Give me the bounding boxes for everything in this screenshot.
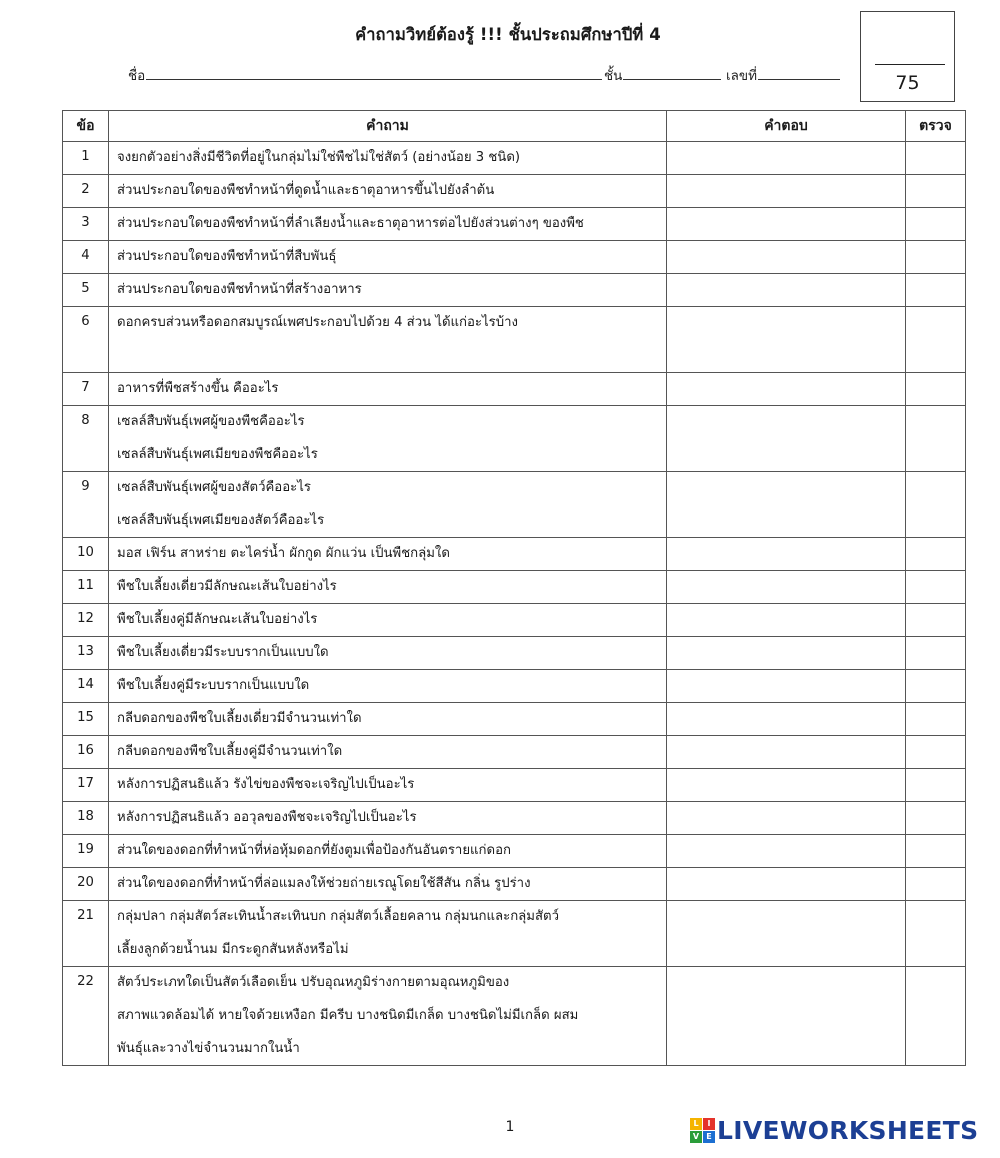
question-number: 18 [63, 802, 109, 835]
question-number: 16 [63, 736, 109, 769]
table-row [63, 571, 966, 604]
column-header-check: ตรวจ [906, 111, 966, 142]
question-text [109, 901, 667, 967]
question-line [117, 345, 666, 372]
check-cell [906, 703, 966, 736]
liveworksheets-icon: L I V E [690, 1118, 715, 1143]
answer-cell[interactable] [667, 967, 906, 1066]
table-row [63, 802, 966, 835]
column-header-question: คำถาม [109, 111, 667, 142]
answer-cell[interactable] [667, 472, 906, 538]
table-row [63, 736, 966, 769]
check-cell [906, 670, 966, 703]
question-line: สัตว์ประเภทใดเป็นสัตว์เลือดเย็น ปรับอุณหภูมิร่างกายตามอุณหภูมิของ [117, 975, 510, 990]
answer-cell[interactable] [667, 835, 906, 868]
question-text [109, 703, 667, 736]
question-rows [63, 142, 966, 1066]
table-row [63, 604, 966, 637]
question-text [109, 472, 667, 538]
check-cell [906, 901, 966, 967]
question-line: อาหารที่พืชสร้างขึ้น คืออะไร [117, 381, 279, 396]
column-header-answer: คำตอบ [667, 111, 906, 142]
question-line: กลีบดอกของพืชใบเลี้ยงเดี่ยวมีจำนวนเท่าใด [117, 711, 362, 726]
question-line: พืชใบเลี้ยงเดี่ยวมีลักษณะเส้นใบอย่างไร [117, 579, 337, 594]
answer-cell[interactable] [667, 571, 906, 604]
check-cell [906, 307, 966, 373]
question-text [109, 967, 667, 1066]
question-number: 10 [63, 538, 109, 571]
question-number: 15 [63, 703, 109, 736]
answer-cell[interactable] [667, 868, 906, 901]
check-cell [906, 637, 966, 670]
question-number: 8 [63, 406, 109, 472]
score-total: 75 [895, 72, 920, 94]
name-field [128, 64, 602, 86]
question-number: 21 [63, 901, 109, 967]
question-number: 11 [63, 571, 109, 604]
page-number: 1 [505, 1119, 515, 1135]
table-row [63, 175, 966, 208]
question-table [62, 110, 966, 1066]
check-cell [906, 835, 966, 868]
question-text [109, 637, 667, 670]
table-row [63, 868, 966, 901]
question-number: 2 [63, 175, 109, 208]
check-cell [906, 769, 966, 802]
answer-cell[interactable] [667, 208, 906, 241]
check-cell [906, 802, 966, 835]
question-text [109, 538, 667, 571]
answer-cell[interactable] [667, 175, 906, 208]
question-text [109, 571, 667, 604]
table-row [63, 208, 966, 241]
question-line: เลี้ยงลูกด้วยน้ำนม มีกระดูกสันหลังหรือไม่ [117, 942, 349, 957]
question-number: 9 [63, 472, 109, 538]
question-text [109, 769, 667, 802]
table-row [63, 307, 966, 373]
question-number: 22 [63, 967, 109, 1066]
question-number: 6 [63, 307, 109, 373]
table-row [63, 142, 966, 175]
question-line: กลีบดอกของพืชใบเลี้ยงคู่มีจำนวนเท่าใด [117, 744, 343, 759]
answer-cell[interactable] [667, 901, 906, 967]
check-cell [906, 241, 966, 274]
column-header-number: ข้อ [63, 111, 109, 142]
question-text [109, 175, 667, 208]
check-cell [906, 175, 966, 208]
question-text [109, 208, 667, 241]
question-line: ดอกครบส่วนหรือดอกสมบูรณ์เพศประกอบไปด้วย 4 ส่วน ได้แก่อะไรบ้าง [117, 315, 518, 330]
question-number: 13 [63, 637, 109, 670]
answer-cell[interactable] [667, 802, 906, 835]
check-cell [906, 538, 966, 571]
question-line: หลังการปฏิสนธิแล้ว ออวุลของพืชจะเจริญไปเป็นอะไร [117, 810, 417, 825]
score-box [860, 11, 955, 102]
question-number: 20 [63, 868, 109, 901]
table-row [63, 241, 966, 274]
question-text [109, 802, 667, 835]
answer-cell[interactable] [667, 736, 906, 769]
name-blank[interactable] [146, 65, 602, 80]
question-line: พันธุ์และวางไข่จำนวนมากในน้ำ [117, 1041, 300, 1056]
table-row [63, 769, 966, 802]
answer-cell[interactable] [667, 241, 906, 274]
liveworksheets-logo [690, 1114, 978, 1146]
question-line: มอส เฟิร์น สาหร่าย ตะไคร่น้ำ ผักกูด ผักแว่น เป็นพืชกลุ่มใด [117, 546, 450, 561]
name-label: ชื่อ [128, 68, 146, 84]
question-line: ส่วนประกอบใดของพืชทำหน้าที่สืบพันธุ์ [117, 249, 337, 264]
question-text [109, 373, 667, 406]
question-line: ส่วนประกอบใดของพืชทำหน้าที่สร้างอาหาร [117, 282, 362, 297]
class-field [604, 64, 721, 86]
question-line: จงยกตัวอย่างสิ่งมีชีวิตที่อยู่ในกลุ่มไม่ใช่พืชไม่ใช่สัตว์ (อย่างน้อย 3 ชนิด) [117, 150, 521, 165]
question-number: 3 [63, 208, 109, 241]
question-text [109, 670, 667, 703]
check-cell [906, 472, 966, 538]
check-cell [906, 142, 966, 175]
question-text [109, 307, 667, 373]
question-line: กลุ่มปลา กลุ่มสัตว์สะเทินน้ำสะเทินบก กลุ่มสัตว์เลื้อยคลาน กลุ่มนกและกลุ่มสัตว์ [117, 909, 559, 924]
check-cell [906, 406, 966, 472]
table-row [63, 967, 966, 1066]
check-cell [906, 736, 966, 769]
table-row [63, 373, 966, 406]
table-row [63, 406, 966, 472]
answer-cell[interactable] [667, 670, 906, 703]
question-number: 19 [63, 835, 109, 868]
question-line: พืชใบเลี้ยงคู่มีระบบรากเป็นแบบใด [117, 678, 310, 693]
worksheet-title: คำถามวิทย์ต้องรู้ !!! ชั้นประถมศึกษาปีที่ 4 [355, 25, 661, 44]
check-cell [906, 868, 966, 901]
answer-cell[interactable] [667, 142, 906, 175]
check-cell [906, 571, 966, 604]
answer-cell[interactable] [667, 769, 906, 802]
answer-cell[interactable] [667, 274, 906, 307]
number-blank[interactable] [758, 65, 840, 80]
number-label: เลขที่ [726, 68, 758, 84]
answer-cell[interactable] [667, 604, 906, 637]
question-line: พืชใบเลี้ยงเดี่ยวมีระบบรากเป็นแบบใด [117, 645, 329, 660]
table-header-row [63, 111, 966, 142]
class-blank[interactable] [623, 65, 721, 80]
question-line: เซลล์สืบพันธุ์เพศผู้ของพืชคืออะไร [117, 414, 305, 429]
table-row [63, 670, 966, 703]
question-line: หลังการปฏิสนธิแล้ว รังไข่ของพืชจะเจริญไปเป็นอะไร [117, 777, 415, 792]
question-line: เซลล์สืบพันธุ์เพศผู้ของสัตว์คืออะไร [117, 480, 311, 495]
check-cell [906, 967, 966, 1066]
table-row [63, 703, 966, 736]
answer-cell[interactable] [667, 637, 906, 670]
question-number: 7 [63, 373, 109, 406]
question-text [109, 835, 667, 868]
question-line: สภาพแวดล้อมได้ หายใจด้วยเหงือก มีครีบ บางชนิดมีเกล็ด บางชนิดไม่มีเกล็ด ผสม [117, 1008, 579, 1023]
table-row [63, 472, 966, 538]
check-cell [906, 208, 966, 241]
question-line: ส่วนใดของดอกที่ทำหน้าที่ล่อแมลงให้ช่วยถ่ายเรณูโดยใช้สีสัน กลิ่น รูปร่าง [117, 876, 531, 891]
answer-cell[interactable] [667, 307, 906, 373]
check-cell [906, 274, 966, 307]
table-row [63, 637, 966, 670]
question-text [109, 406, 667, 472]
question-text [109, 241, 667, 274]
question-line: เซลล์สืบพันธุ์เพศเมียของพืชคืออะไร [117, 447, 318, 462]
answer-cell[interactable] [667, 406, 906, 472]
question-line: เซลล์สืบพันธุ์เพศเมียของสัตว์คืออะไร [117, 513, 325, 528]
check-cell [906, 604, 966, 637]
score-blank-line[interactable] [875, 64, 945, 65]
question-number: 17 [63, 769, 109, 802]
question-number: 14 [63, 670, 109, 703]
brand-name: LIVEWORKSHEETS [717, 1115, 979, 1145]
table-row [63, 274, 966, 307]
answer-cell[interactable] [667, 538, 906, 571]
answer-cell[interactable] [667, 373, 906, 406]
table-row [63, 901, 966, 967]
answer-cell[interactable] [667, 703, 906, 736]
question-line: ส่วนใดของดอกที่ทำหน้าที่ห่อหุ้มดอกที่ยังตูมเพื่อป้องกันอันตรายแก่ดอก [117, 843, 512, 858]
number-field [726, 64, 840, 86]
question-number: 5 [63, 274, 109, 307]
question-text [109, 142, 667, 175]
question-line: ส่วนประกอบใดของพืชทำหน้าที่ลำเลียงน้ำและธาตุอาหารต่อไปยังส่วนต่างๆ ของพืช [117, 216, 584, 231]
check-cell [906, 373, 966, 406]
class-label: ชั้น [604, 68, 623, 84]
question-line: ส่วนประกอบใดของพืชทำหน้าที่ดูดน้ำและธาตุอาหารขึ้นไปยังลำต้น [117, 183, 495, 198]
question-text [109, 274, 667, 307]
question-line: พืชใบเลี้ยงคู่มีลักษณะเส้นใบอย่างไร [117, 612, 318, 627]
question-text [109, 736, 667, 769]
question-number: 12 [63, 604, 109, 637]
table-row [63, 835, 966, 868]
question-text [109, 868, 667, 901]
table-row [63, 538, 966, 571]
question-number: 4 [63, 241, 109, 274]
question-text [109, 604, 667, 637]
question-number: 1 [63, 142, 109, 175]
